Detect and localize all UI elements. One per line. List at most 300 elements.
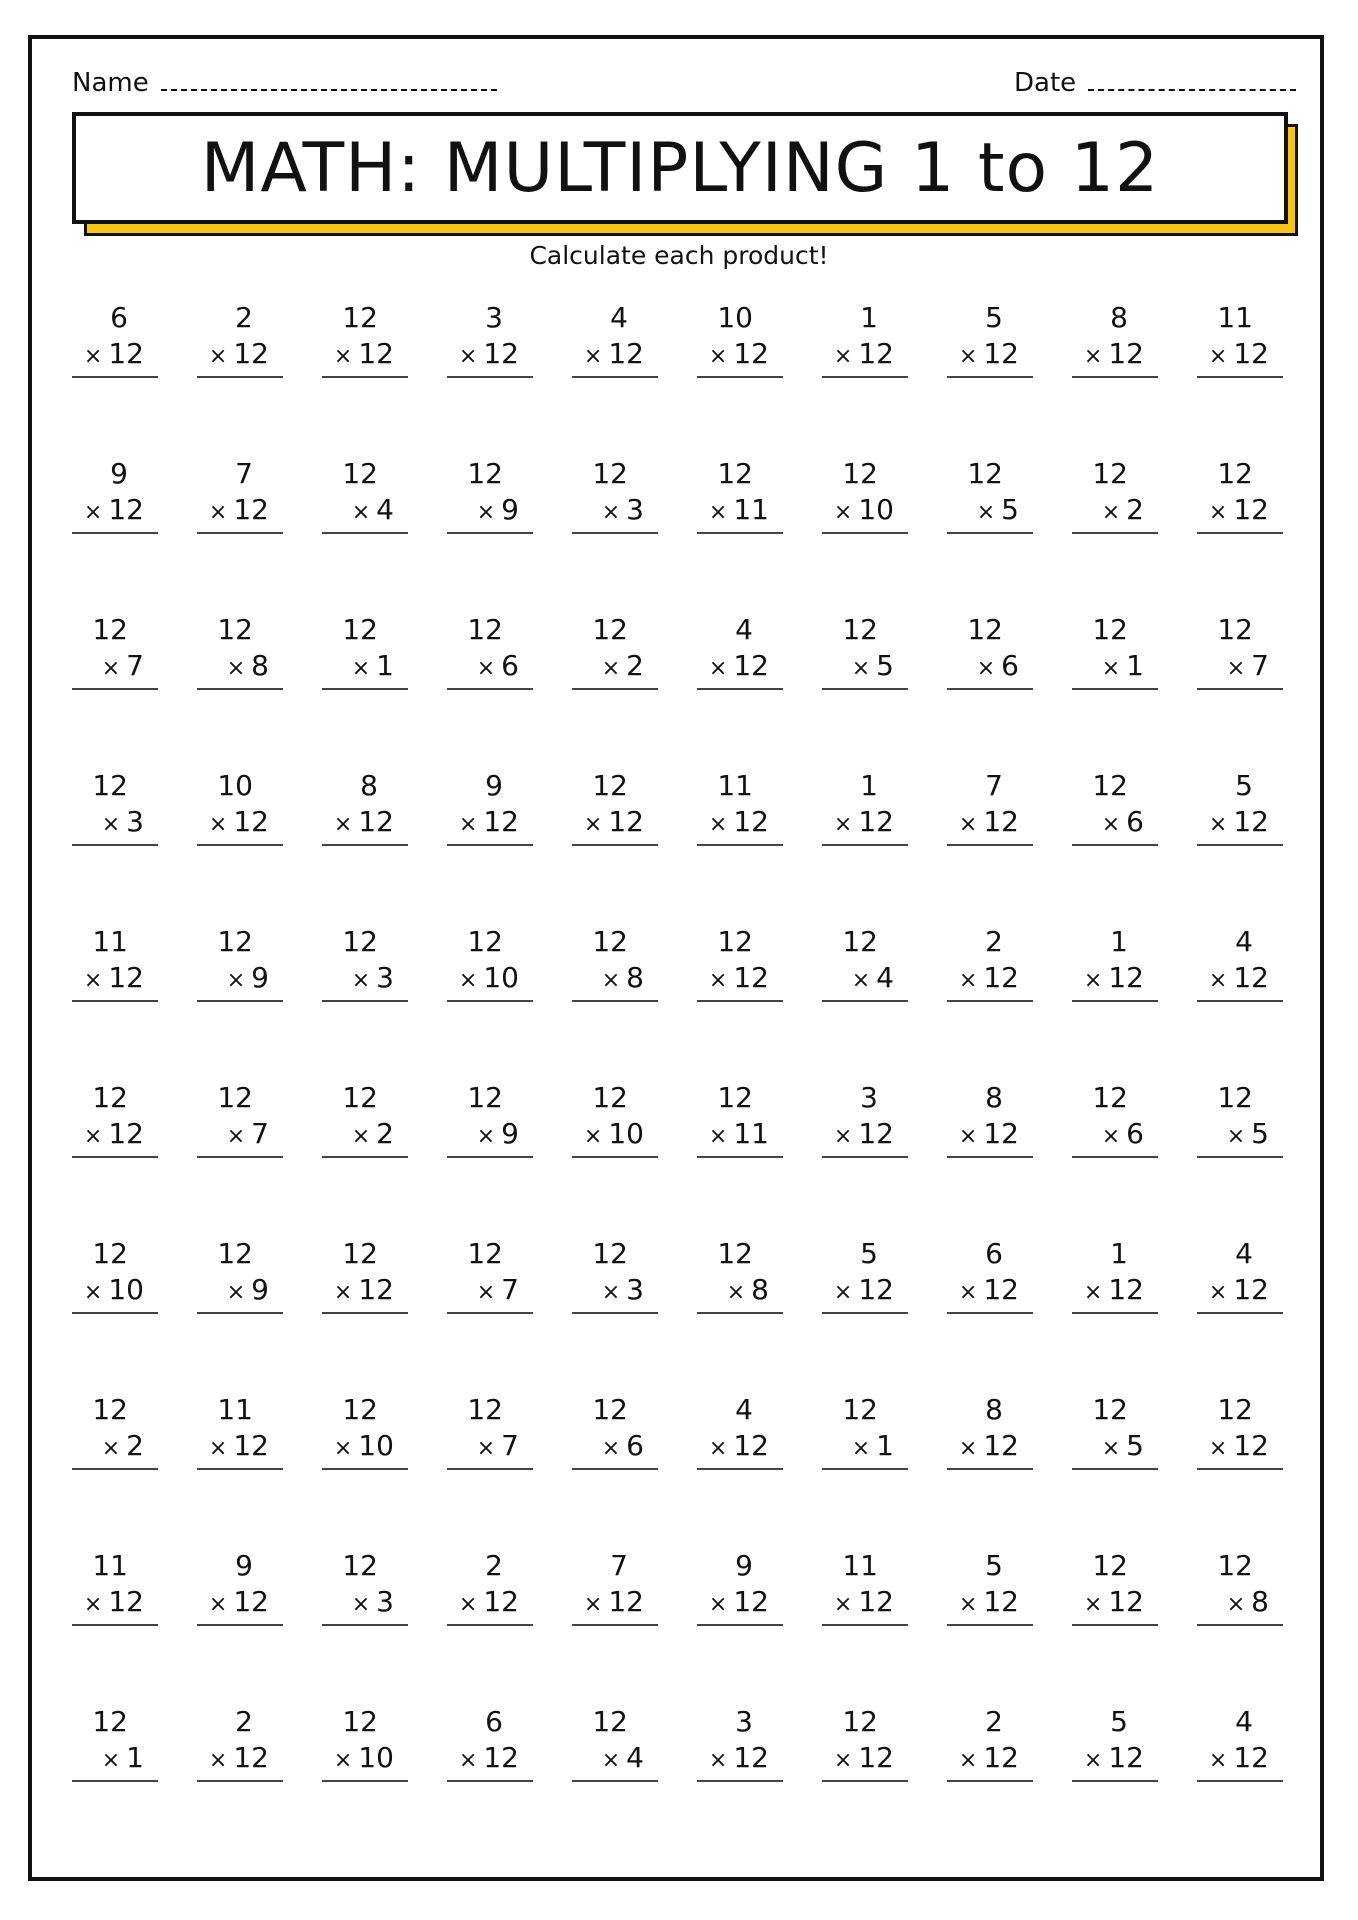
- multiplier: 10: [608, 1117, 644, 1150]
- multiplier: 9: [501, 1117, 519, 1150]
- answer-line[interactable]: [947, 844, 1033, 846]
- problem: [322, 1236, 408, 1376]
- multiplicand: 12: [842, 457, 878, 490]
- multiplicand: 12: [342, 1393, 378, 1426]
- times-sign: ×: [1083, 1592, 1103, 1617]
- times-sign: ×: [1226, 656, 1246, 681]
- multiplicand: 3: [485, 301, 503, 334]
- multiplier: 12: [608, 805, 644, 838]
- multiplicand: 9: [485, 769, 503, 802]
- times-sign: ×: [583, 344, 603, 369]
- times-sign: ×: [851, 1436, 871, 1461]
- answer-line[interactable]: [1197, 376, 1283, 378]
- answer-line[interactable]: [697, 376, 783, 378]
- multiplier-row: [332, 336, 394, 375]
- multiplier: 12: [733, 961, 769, 994]
- multiplier: 12: [1233, 961, 1269, 994]
- times-sign: ×: [958, 1436, 978, 1461]
- multiplier-row: [207, 1584, 269, 1623]
- answer-line[interactable]: [1072, 1468, 1158, 1470]
- answer-line[interactable]: [1197, 532, 1283, 534]
- multiplier: 12: [108, 337, 144, 370]
- multiplier: 12: [1108, 337, 1144, 370]
- multiplier-row: [1207, 1740, 1269, 1779]
- answer-line[interactable]: [447, 844, 533, 846]
- multiplier: 12: [983, 1429, 1019, 1462]
- answer-line[interactable]: [697, 1312, 783, 1314]
- multiplicand: 3: [735, 1705, 753, 1738]
- answer-line[interactable]: [822, 1468, 908, 1470]
- multiplier: 12: [1108, 1741, 1144, 1774]
- answer-line[interactable]: [447, 1156, 533, 1158]
- multiplier-row: [457, 804, 519, 843]
- answer-line[interactable]: [447, 532, 533, 534]
- answer-line[interactable]: [572, 532, 658, 534]
- multiplicand: 4: [1235, 925, 1253, 958]
- multiplier-row: [582, 1740, 644, 1779]
- answer-line[interactable]: [822, 376, 908, 378]
- multiplier-row: [82, 1740, 144, 1779]
- problem: [1197, 1548, 1283, 1688]
- multiplier-row: [207, 336, 269, 375]
- answer-line[interactable]: [322, 1780, 408, 1782]
- multiplier: 12: [858, 337, 894, 370]
- problem: [697, 1392, 783, 1532]
- problem: [72, 768, 158, 908]
- multiplier-row: [1082, 804, 1144, 843]
- multiplier: 10: [358, 1429, 394, 1462]
- multiplicand: 12: [342, 1705, 378, 1738]
- answer-line[interactable]: [1197, 1156, 1283, 1158]
- answer-line[interactable]: [197, 376, 283, 378]
- times-sign: ×: [601, 656, 621, 681]
- multiplier-row: [1082, 492, 1144, 531]
- problem: [72, 924, 158, 1064]
- answer-line[interactable]: [1197, 1468, 1283, 1470]
- problem: [697, 612, 783, 752]
- multiplier-row: [957, 336, 1019, 375]
- answer-line[interactable]: [322, 688, 408, 690]
- multiplicand: 12: [342, 1549, 378, 1582]
- answer-line[interactable]: [322, 532, 408, 534]
- answer-line[interactable]: [322, 1624, 408, 1626]
- multiplier: 12: [233, 493, 269, 526]
- problem: [1072, 612, 1158, 752]
- problem: [697, 456, 783, 596]
- answer-line[interactable]: [1197, 1624, 1283, 1626]
- multiplier: 3: [376, 1585, 394, 1618]
- answer-line[interactable]: [697, 1468, 783, 1470]
- multiplicand: 1: [1110, 1237, 1128, 1270]
- problem: [572, 1392, 658, 1532]
- problem: [947, 1548, 1033, 1688]
- multiplicand: 12: [592, 1081, 628, 1114]
- multiplicand: 9: [110, 457, 128, 490]
- times-sign: ×: [1083, 1280, 1103, 1305]
- answer-line[interactable]: [572, 1624, 658, 1626]
- answer-line[interactable]: [947, 1468, 1033, 1470]
- answer-line[interactable]: [72, 1780, 158, 1782]
- multiplier: 12: [1108, 1273, 1144, 1306]
- times-sign: ×: [101, 1436, 121, 1461]
- multiplier-row: [1207, 336, 1269, 375]
- multiplier-row: [957, 1584, 1019, 1623]
- problem: [572, 1704, 658, 1844]
- problem: [322, 924, 408, 1064]
- multiplier-row: [207, 1428, 269, 1467]
- multiplier: 8: [626, 961, 644, 994]
- multiplier: 7: [1251, 649, 1269, 682]
- answer-line[interactable]: [1072, 688, 1158, 690]
- times-sign: ×: [476, 656, 496, 681]
- multiplier-row: [957, 1116, 1019, 1155]
- times-sign: ×: [226, 968, 246, 993]
- times-sign: ×: [726, 1280, 746, 1305]
- answer-line[interactable]: [197, 844, 283, 846]
- multiplier: 3: [126, 805, 144, 838]
- answer-line[interactable]: [697, 1156, 783, 1158]
- problem: [447, 768, 533, 908]
- answer-line[interactable]: [72, 376, 158, 378]
- times-sign: ×: [351, 656, 371, 681]
- multiplicand: 5: [1235, 769, 1253, 802]
- multiplicand: 12: [1217, 1081, 1253, 1114]
- multiplicand: 8: [985, 1393, 1003, 1426]
- times-sign: ×: [976, 500, 996, 525]
- multiplier: 12: [233, 1741, 269, 1774]
- answer-line[interactable]: [1072, 844, 1158, 846]
- multiplier-row: [957, 1428, 1019, 1467]
- multiplicand: 4: [1235, 1237, 1253, 1270]
- multiplier: 1: [376, 649, 394, 682]
- times-sign: ×: [1226, 1592, 1246, 1617]
- answer-line[interactable]: [447, 1000, 533, 1002]
- problem: [72, 1392, 158, 1532]
- answer-line[interactable]: [947, 532, 1033, 534]
- multiplier: 5: [1251, 1117, 1269, 1150]
- answer-line[interactable]: [822, 688, 908, 690]
- answer-line[interactable]: [1072, 1624, 1158, 1626]
- answer-line[interactable]: [1197, 1780, 1283, 1782]
- multiplier-row: [82, 1116, 144, 1155]
- answer-line[interactable]: [447, 376, 533, 378]
- multiplier: 12: [1233, 337, 1269, 370]
- multiplier: 12: [733, 649, 769, 682]
- problem: [72, 1080, 158, 1220]
- problem: [447, 1548, 533, 1688]
- answer-line[interactable]: [72, 1468, 158, 1470]
- problem: [1197, 300, 1283, 440]
- problem: [697, 1548, 783, 1688]
- multiplicand: 12: [842, 1705, 878, 1738]
- multiplier-row: [457, 1584, 519, 1623]
- answer-line[interactable]: [822, 1000, 908, 1002]
- times-sign: ×: [833, 812, 853, 837]
- multiplier-row: [707, 804, 769, 843]
- times-sign: ×: [1101, 1436, 1121, 1461]
- answer-line[interactable]: [72, 844, 158, 846]
- date-label: Date: [1014, 68, 1077, 98]
- multiplier: 12: [608, 337, 644, 370]
- problem: [947, 1236, 1033, 1376]
- times-sign: ×: [83, 344, 103, 369]
- multiplier: 12: [858, 805, 894, 838]
- problem: [1197, 456, 1283, 596]
- name-field[interactable]: [72, 68, 497, 98]
- multiplicand: 12: [217, 1081, 253, 1114]
- answer-line[interactable]: [72, 1312, 158, 1314]
- problem: [197, 1080, 283, 1220]
- multiplier-row: [582, 492, 644, 531]
- problem: [197, 1548, 283, 1688]
- answer-line[interactable]: [447, 1780, 533, 1782]
- times-sign: ×: [83, 1280, 103, 1305]
- multiplicand: 12: [217, 1237, 253, 1270]
- answer-line[interactable]: [72, 1624, 158, 1626]
- problem: [572, 1548, 658, 1688]
- problem: [697, 1236, 783, 1376]
- multiplier: 12: [983, 1273, 1019, 1306]
- multiplier: 12: [358, 337, 394, 370]
- times-sign: ×: [1208, 1436, 1228, 1461]
- answer-line[interactable]: [572, 1780, 658, 1782]
- times-sign: ×: [708, 500, 728, 525]
- times-sign: ×: [1083, 344, 1103, 369]
- multiplicand: 12: [217, 613, 253, 646]
- answer-line[interactable]: [72, 1156, 158, 1158]
- multiplicand: 1: [1110, 925, 1128, 958]
- multiplier: 10: [858, 493, 894, 526]
- multiplier-row: [707, 1272, 769, 1311]
- answer-line[interactable]: [572, 1000, 658, 1002]
- problem: [947, 1392, 1033, 1532]
- answer-line[interactable]: [197, 532, 283, 534]
- answer-line[interactable]: [697, 1000, 783, 1002]
- times-sign: ×: [708, 1436, 728, 1461]
- answer-line[interactable]: [447, 1312, 533, 1314]
- multiplier-row: [207, 960, 269, 999]
- answer-line[interactable]: [1197, 1312, 1283, 1314]
- answer-line[interactable]: [822, 1156, 908, 1158]
- multiplicand: 12: [467, 925, 503, 958]
- answer-line[interactable]: [947, 688, 1033, 690]
- multiplier: 5: [876, 649, 894, 682]
- problem: [447, 300, 533, 440]
- multiplier: 12: [1233, 1741, 1269, 1774]
- answer-line[interactable]: [197, 1780, 283, 1782]
- answer-line[interactable]: [947, 1624, 1033, 1626]
- times-sign: ×: [601, 1748, 621, 1773]
- multiplier-row: [82, 960, 144, 999]
- problem: [197, 612, 283, 752]
- answer-line[interactable]: [822, 1780, 908, 1782]
- times-sign: ×: [1208, 500, 1228, 525]
- problem: [572, 456, 658, 596]
- multiplicand: 11: [1217, 301, 1253, 334]
- name-blank-line[interactable]: [161, 69, 497, 91]
- multiplier-row: [707, 648, 769, 687]
- multiplicand: 6: [485, 1705, 503, 1738]
- date-field[interactable]: [1014, 68, 1296, 98]
- answer-line[interactable]: [822, 844, 908, 846]
- times-sign: ×: [83, 968, 103, 993]
- times-sign: ×: [1083, 1748, 1103, 1773]
- problem: [447, 1080, 533, 1220]
- times-sign: ×: [1208, 1280, 1228, 1305]
- multiplicand: 12: [342, 1237, 378, 1270]
- times-sign: ×: [226, 1280, 246, 1305]
- answer-line[interactable]: [822, 532, 908, 534]
- multiplicand: 4: [610, 301, 628, 334]
- multiplier: 12: [483, 1585, 519, 1618]
- answer-line[interactable]: [1197, 844, 1283, 846]
- multiplier-row: [1207, 1584, 1269, 1623]
- multiplier: 8: [1251, 1585, 1269, 1618]
- times-sign: ×: [958, 1592, 978, 1617]
- problem: [197, 1392, 283, 1532]
- multiplier-row: [832, 336, 894, 375]
- answer-line[interactable]: [1197, 688, 1283, 690]
- answer-line[interactable]: [572, 1312, 658, 1314]
- multiplicand: 2: [235, 301, 253, 334]
- multiplicand: 12: [467, 1237, 503, 1270]
- answer-line[interactable]: [697, 844, 783, 846]
- multiplier-row: [832, 1428, 894, 1467]
- multiplier-row: [582, 1116, 644, 1155]
- multiplier: 9: [501, 493, 519, 526]
- multiplier: 11: [733, 493, 769, 526]
- multiplicand: 12: [592, 1705, 628, 1738]
- answer-line[interactable]: [697, 532, 783, 534]
- multiplier-row: [332, 804, 394, 843]
- multiplier-row: [832, 492, 894, 531]
- problem: [197, 924, 283, 1064]
- times-sign: ×: [958, 1280, 978, 1305]
- answer-line[interactable]: [1072, 1000, 1158, 1002]
- answer-line[interactable]: [197, 1000, 283, 1002]
- problem: [1197, 1704, 1283, 1844]
- answer-line[interactable]: [822, 1312, 908, 1314]
- answer-line[interactable]: [947, 1312, 1033, 1314]
- answer-line[interactable]: [697, 1624, 783, 1626]
- answer-line[interactable]: [572, 1468, 658, 1470]
- multiplier: 12: [983, 1117, 1019, 1150]
- problem: [322, 456, 408, 596]
- problem: [697, 1704, 783, 1844]
- problem: [197, 456, 283, 596]
- answer-line[interactable]: [322, 1468, 408, 1470]
- answer-line[interactable]: [72, 688, 158, 690]
- answer-line[interactable]: [197, 1156, 283, 1158]
- date-blank-line[interactable]: [1088, 69, 1296, 91]
- answer-line[interactable]: [197, 1468, 283, 1470]
- multiplier: 12: [483, 805, 519, 838]
- answer-line[interactable]: [572, 688, 658, 690]
- answer-line[interactable]: [197, 1624, 283, 1626]
- answer-line[interactable]: [947, 376, 1033, 378]
- problem: [947, 924, 1033, 1064]
- multiplier-row: [1207, 1428, 1269, 1467]
- multiplier-row: [1082, 336, 1144, 375]
- answer-line[interactable]: [72, 1000, 158, 1002]
- answer-line[interactable]: [322, 376, 408, 378]
- multiplier-row: [332, 1740, 394, 1779]
- problem: [822, 612, 908, 752]
- problem: [572, 768, 658, 908]
- answer-line[interactable]: [947, 1000, 1033, 1002]
- answer-line[interactable]: [447, 688, 533, 690]
- answer-line[interactable]: [697, 1780, 783, 1782]
- times-sign: ×: [208, 344, 228, 369]
- answer-line[interactable]: [322, 1000, 408, 1002]
- answer-line[interactable]: [572, 844, 658, 846]
- times-sign: ×: [583, 1124, 603, 1149]
- answer-line[interactable]: [1197, 1000, 1283, 1002]
- multiplier: 9: [251, 1273, 269, 1306]
- multiplier: 6: [1126, 1117, 1144, 1150]
- multiplicand: 12: [592, 1237, 628, 1270]
- answer-line[interactable]: [197, 1312, 283, 1314]
- answer-line[interactable]: [1072, 1780, 1158, 1782]
- times-sign: ×: [708, 1592, 728, 1617]
- multiplier-row: [457, 1428, 519, 1467]
- multiplicand: 12: [592, 769, 628, 802]
- answer-line[interactable]: [322, 1312, 408, 1314]
- times-sign: ×: [208, 1748, 228, 1773]
- answer-line[interactable]: [947, 1156, 1033, 1158]
- problem: [697, 1080, 783, 1220]
- times-sign: ×: [351, 1124, 371, 1149]
- multiplier: 3: [376, 961, 394, 994]
- problem: [197, 768, 283, 908]
- answer-line[interactable]: [822, 1624, 908, 1626]
- answer-line[interactable]: [322, 844, 408, 846]
- answer-line[interactable]: [1072, 532, 1158, 534]
- multiplier-row: [82, 804, 144, 843]
- multiplier-row: [207, 804, 269, 843]
- problem: [947, 456, 1033, 596]
- answer-line[interactable]: [1072, 1312, 1158, 1314]
- multiplier-row: [957, 648, 1019, 687]
- multiplicand: 5: [985, 301, 1003, 334]
- answer-line[interactable]: [447, 1468, 533, 1470]
- answer-line[interactable]: [697, 688, 783, 690]
- multiplier-row: [82, 648, 144, 687]
- times-sign: ×: [1101, 500, 1121, 525]
- answer-line[interactable]: [572, 1156, 658, 1158]
- answer-line[interactable]: [572, 376, 658, 378]
- multiplier-row: [582, 804, 644, 843]
- multiplicand: 12: [1092, 457, 1128, 490]
- multiplier-row: [457, 960, 519, 999]
- answer-line[interactable]: [1072, 376, 1158, 378]
- answer-line[interactable]: [197, 688, 283, 690]
- multiplicand: 12: [467, 1081, 503, 1114]
- answer-line[interactable]: [322, 1156, 408, 1158]
- multiplier: 7: [501, 1273, 519, 1306]
- answer-line[interactable]: [947, 1780, 1033, 1782]
- times-sign: ×: [1101, 1124, 1121, 1149]
- multiplier: 8: [751, 1273, 769, 1306]
- answer-line[interactable]: [72, 532, 158, 534]
- answer-line[interactable]: [1072, 1156, 1158, 1158]
- times-sign: ×: [476, 1124, 496, 1149]
- title-box: [72, 112, 1288, 224]
- answer-line[interactable]: [447, 1624, 533, 1626]
- multiplier: 4: [376, 493, 394, 526]
- times-sign: ×: [333, 344, 353, 369]
- problem: [447, 924, 533, 1064]
